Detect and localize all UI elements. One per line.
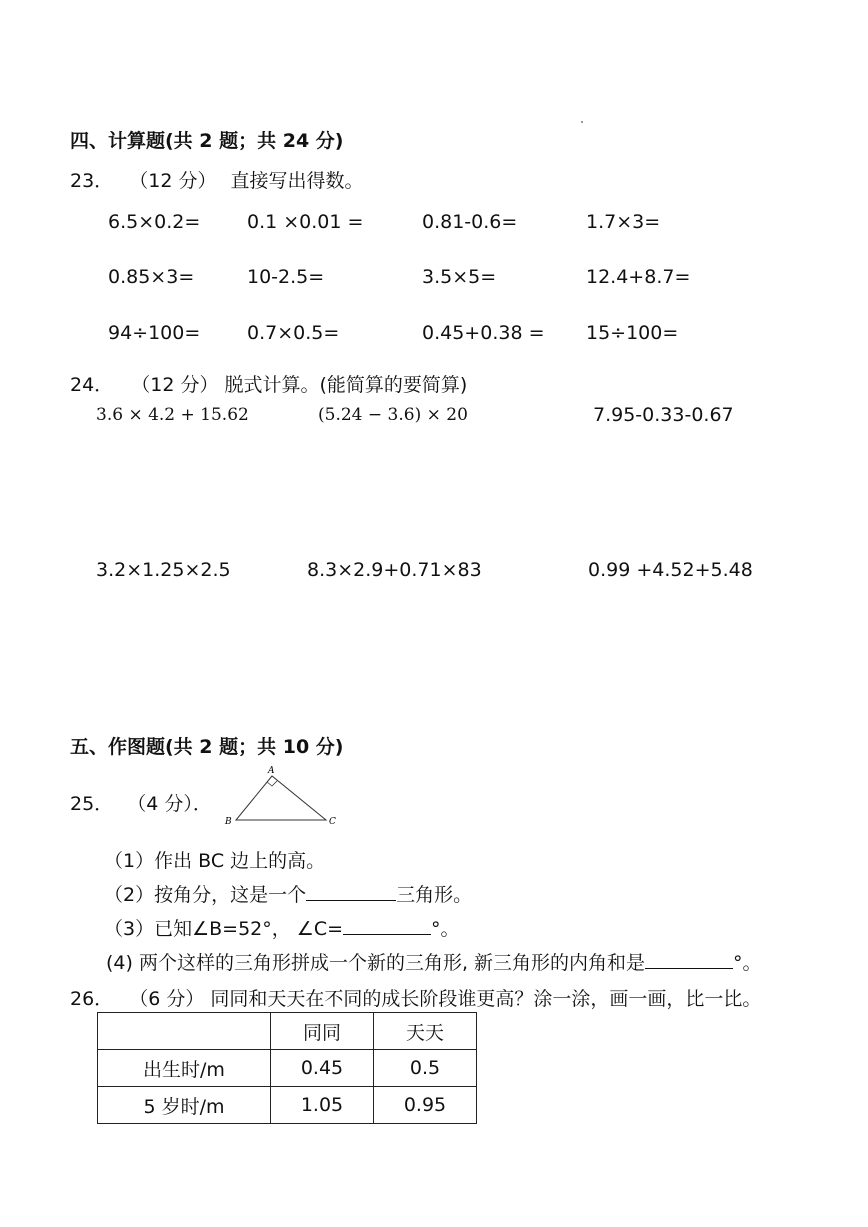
q23-r2-c4: 12.4+8.7= xyxy=(586,266,691,288)
vertex-c-label: C xyxy=(329,817,336,827)
q25-item-4-pre: (4) 两个这样的三角形拼成一个新的三角形, 新三角形的内角和是 xyxy=(106,952,646,974)
q26-number: 26． xyxy=(70,988,114,1010)
triangle-abc-figure xyxy=(222,762,344,830)
q25-item-3 xyxy=(104,914,460,941)
q25-item-3-post: °。 xyxy=(431,918,460,940)
table-row-label: 出生时/m xyxy=(98,1050,271,1087)
q23-r3-c3: 0.45+0.38 = xyxy=(422,322,545,344)
q25-item-4-post: °。 xyxy=(733,952,762,974)
q25-points: （4 分）． xyxy=(127,793,212,815)
table-header-cell: 同同 xyxy=(271,1013,374,1050)
q23-r3-c1: 94÷100= xyxy=(108,322,201,344)
q24-expr-3: 7.95-0.33-0.67 xyxy=(593,404,734,426)
q23-r1-c3: 0.81-0.6= xyxy=(422,211,518,233)
q23-r2-c1: 0.85×3= xyxy=(108,266,195,288)
q24-prompt: 脱式计算。(能简算的要简算) xyxy=(224,374,468,396)
q24-expr-5: 8.3×2.9+0.71×83 xyxy=(307,559,482,581)
q25-item-4 xyxy=(106,948,762,975)
q26-points: （6 分） xyxy=(129,988,205,1010)
table-row xyxy=(98,1087,477,1124)
q24-expr-4: 3.2×1.25×2.5 xyxy=(96,559,231,581)
q25-item-3-pre: （3）已知∠B=52°， ∠C= xyxy=(104,918,344,940)
q25-number: 25． xyxy=(70,793,114,815)
q23-prompt: 直接写出得数。 xyxy=(230,170,364,192)
q24-points: （12 分） xyxy=(131,374,219,396)
q23-r2-c3: 3.5×5= xyxy=(422,266,497,288)
q23-number: 23． xyxy=(70,170,114,192)
q25-header xyxy=(70,789,212,816)
q23-points: （12 分） xyxy=(129,170,217,192)
table-cell: 0.5 xyxy=(374,1050,477,1087)
q24-number: 24． xyxy=(70,374,114,396)
q23-r1-c1: 6.5×0.2= xyxy=(108,211,201,233)
q25-item-2-blank[interactable] xyxy=(306,899,396,901)
table-cell: 0.95 xyxy=(374,1087,477,1124)
q26-header xyxy=(70,984,761,1011)
table-cell: 0.45 xyxy=(271,1050,374,1087)
q24-expr-2: (5.24 − 3.6) × 20 xyxy=(318,405,468,425)
q24-header xyxy=(70,370,467,397)
triangle-shape xyxy=(236,776,326,820)
table-header-cell xyxy=(98,1013,271,1050)
table-header-cell: 天天 xyxy=(374,1013,477,1050)
q24-expr-6: 0.99 +4.52+5.48 xyxy=(588,559,753,581)
scan-speck xyxy=(581,121,583,123)
q25-item-4-blank[interactable] xyxy=(645,967,733,969)
q23-r3-c4: 15÷100= xyxy=(586,322,679,344)
q23-r1-c4: 1.7×3= xyxy=(586,211,661,233)
table-header-row xyxy=(98,1013,477,1050)
q23-r1-c2: 0.1 ×0.01 = xyxy=(247,211,364,233)
q26-prompt: 同同和天天在不同的成长阶段谁更高？涂一涂，画一画，比一比。 xyxy=(210,988,762,1010)
table-row-label: 5 岁时/m xyxy=(98,1087,271,1124)
angle-a-mark xyxy=(267,781,277,786)
q25-item-3-blank[interactable] xyxy=(343,933,431,935)
q23-r2-c2: 10-2.5= xyxy=(247,266,325,288)
section-5-title: 五、作图题(共 2 题；共 10 分) xyxy=(70,736,344,758)
vertex-a-label: A xyxy=(268,766,275,776)
height-table xyxy=(97,1012,477,1124)
section-4-title: 四、计算题(共 2 题；共 24 分) xyxy=(70,130,344,152)
q25-item-1: （1）作出 BC 边上的高。 xyxy=(104,850,326,872)
table-cell: 1.05 xyxy=(271,1087,374,1124)
q24-expr-1: 3.6 × 4.2 + 15.62 xyxy=(96,405,249,425)
q25-item-2 xyxy=(104,880,472,907)
table-row xyxy=(98,1050,477,1087)
q25-item-2-post: 三角形。 xyxy=(396,884,473,906)
q23-header xyxy=(70,166,364,193)
vertex-b-label: B xyxy=(225,817,232,827)
q25-item-2-pre: （2）按角分，这是一个 xyxy=(104,884,307,906)
q23-r3-c2: 0.7×0.5= xyxy=(247,322,340,344)
